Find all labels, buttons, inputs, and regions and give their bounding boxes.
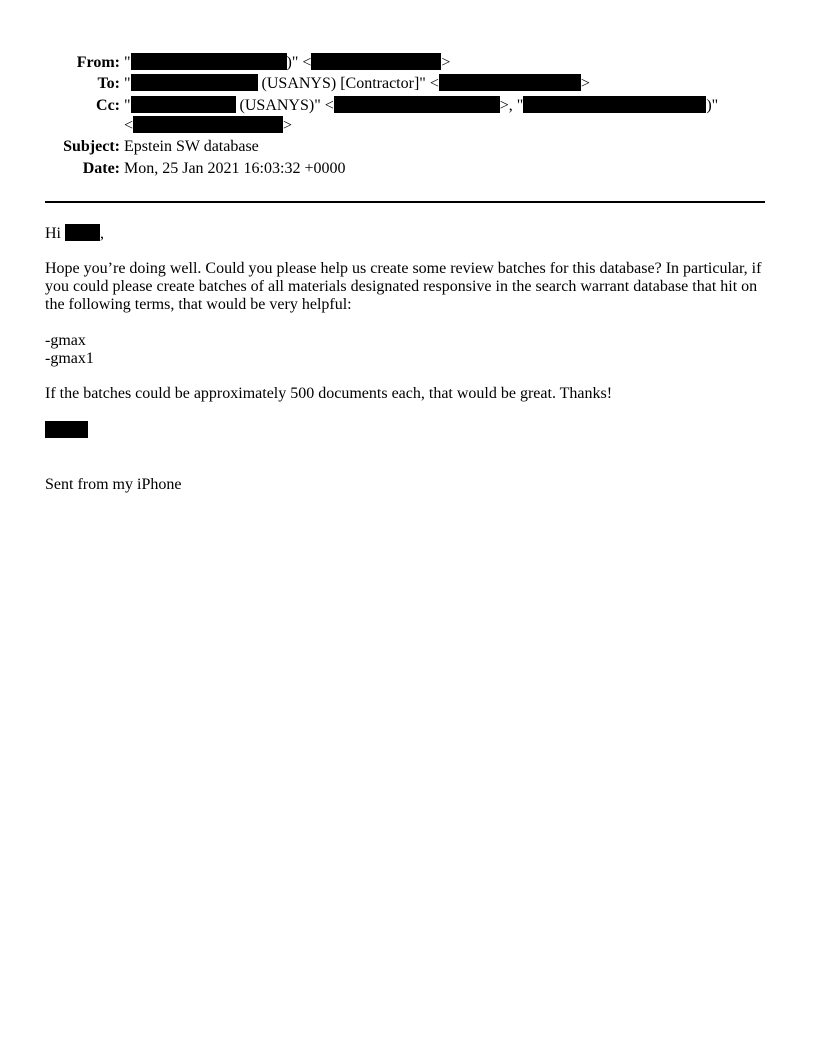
paragraph-request: Hope you’re doing well. Could you please help us create some review batches for this database? In particular, if you could please create batches of all materials designated responsive in the search warrant database that hit on the following terms, that would be very helpful: [45, 260, 762, 313]
redaction-box [131, 74, 258, 91]
to-label: To: [97, 75, 120, 92]
subject-value: Epstein SW database [124, 138, 259, 155]
list-item: -gmax1 [45, 350, 94, 367]
redaction-box [311, 53, 441, 70]
list-item: -gmax [45, 332, 86, 349]
paragraph-batch-size: If the batches could be approximately 500 documents each, that would be great. Thanks! [45, 385, 613, 402]
redaction-box [133, 116, 283, 133]
search-terms-list [45, 332, 770, 368]
cc-value-continued: < > [124, 117, 293, 134]
redaction-box [45, 421, 88, 438]
subject-label: Subject: [63, 138, 120, 155]
redaction-box [523, 96, 706, 113]
redaction-box [334, 96, 500, 113]
sent-from-signoff: Sent from my iPhone [45, 476, 182, 493]
greeting: Hi , [45, 225, 104, 242]
date-label: Date: [82, 160, 120, 177]
to-value: " (USANYS) [Contractor]" < > [124, 75, 590, 92]
signature [45, 421, 770, 440]
from-label: From: [76, 54, 120, 71]
date-value: Mon, 25 Jan 2021 16:03:32 +0000 [124, 160, 346, 177]
redaction-box [131, 96, 236, 113]
cc-label: Cc: [96, 97, 120, 114]
redaction-box [131, 53, 287, 70]
from-value: " )" < > [124, 54, 451, 71]
redaction-box [439, 74, 581, 91]
redaction-box [65, 224, 100, 241]
cc-value: " (USANYS)" < >, " )" [124, 97, 719, 114]
header-divider [45, 201, 765, 203]
